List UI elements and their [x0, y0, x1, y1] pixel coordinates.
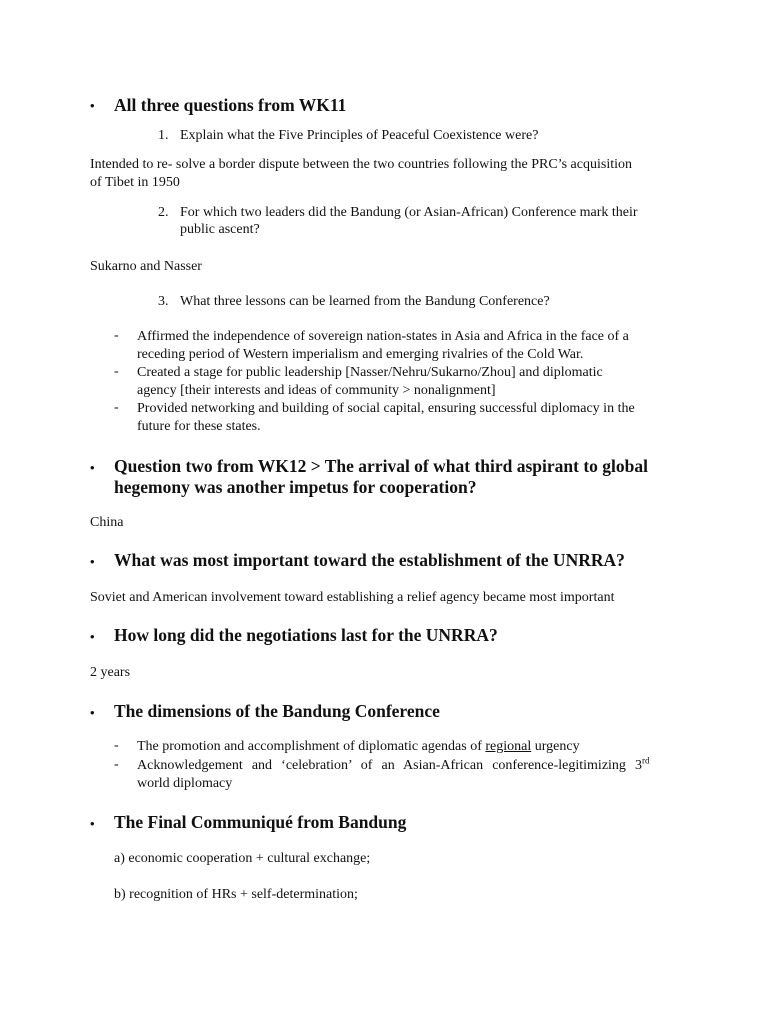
question-text: public ascent? [180, 222, 260, 237]
list-item: Affirmed the independence of sovereign nation-states in Asia and Africa in the face of a [137, 329, 629, 344]
list-item [137, 757, 681, 775]
answer-text: Intended to re- solve a border dispute between the two countries following the PRC’s acquisition [90, 157, 632, 172]
communique-item: a) economic cooperation + cultural exchange; [114, 851, 371, 866]
list-item [137, 738, 580, 756]
answer-text: Soviet and American involvement toward establishing a relief agency became most important [90, 590, 615, 605]
list-item: future for these states. [137, 419, 261, 434]
list-item: Provided networking and building of social capital, ensuring successful diplomacy in the [137, 401, 635, 416]
list-dash: - [114, 364, 119, 379]
list-item: world diplomacy [137, 776, 233, 791]
heading-final-communique: The Final Communiqué from Bandung [114, 812, 407, 832]
bullet-icon: • [90, 460, 95, 475]
list-item-text: urgency [531, 739, 580, 754]
question-number: 1. [158, 128, 169, 143]
answer-text: 2 years [90, 665, 131, 680]
bullet-icon: • [90, 816, 95, 831]
list-dash: - [114, 757, 119, 772]
list-item: agency [their interests and ideas of community > nonalignment] [137, 383, 496, 398]
answer-text: of Tibet in 1950 [90, 175, 180, 190]
superscript: rd [642, 755, 650, 766]
heading-wk12-cont: hegemony was another impetus for cooperation? [114, 477, 477, 497]
question-text: For which two leaders did the Bandung (or Asian-African) Conference mark their [180, 205, 638, 220]
answer-text: China [90, 515, 124, 530]
question-number: 3. [158, 294, 169, 309]
answer-text: Sukarno and Nasser [90, 259, 202, 274]
list-item: Created a stage for public leadership [Nasser/Nehru/Sukarno/Zhou] and diplomatic [137, 365, 603, 380]
bullet-icon: • [90, 98, 95, 113]
list-item-text: The promotion and accomplishment of diplomatic agendas of [137, 739, 486, 754]
heading-wk12: Question two from WK12 > The arrival of what third aspirant to global [114, 456, 649, 476]
heading-unrra-negotiations: How long did the negotiations last for the UNRRA? [114, 625, 498, 645]
communique-item: b) recognition of HRs + self-determination; [114, 887, 358, 902]
bullet-icon: • [90, 705, 95, 720]
underlined-word: regional [485, 739, 532, 754]
question-number: 2. [158, 205, 169, 220]
bullet-icon: • [90, 554, 95, 569]
list-item-text: Acknowledgement and ‘celebration’ of an Asian-African conference-legitimizing 3 [137, 758, 643, 773]
question-text: What three lessons can be learned from the Bandung Conference? [180, 294, 550, 309]
question-text: Explain what the Five Principles of Peaceful Coexistence were? [180, 128, 539, 143]
list-dash: - [114, 400, 119, 415]
list-dash: - [114, 328, 119, 343]
heading-unrra-establishment: What was most important toward the establishment of the UNRRA? [114, 550, 625, 570]
list-item: receding period of Western imperialism and emerging rivalries of the Cold War. [137, 347, 584, 362]
bullet-icon: • [90, 629, 95, 644]
heading-wk11: All three questions from WK11 [114, 95, 347, 115]
list-dash: - [114, 738, 119, 753]
heading-bandung-dimensions: The dimensions of the Bandung Conference [114, 701, 440, 721]
